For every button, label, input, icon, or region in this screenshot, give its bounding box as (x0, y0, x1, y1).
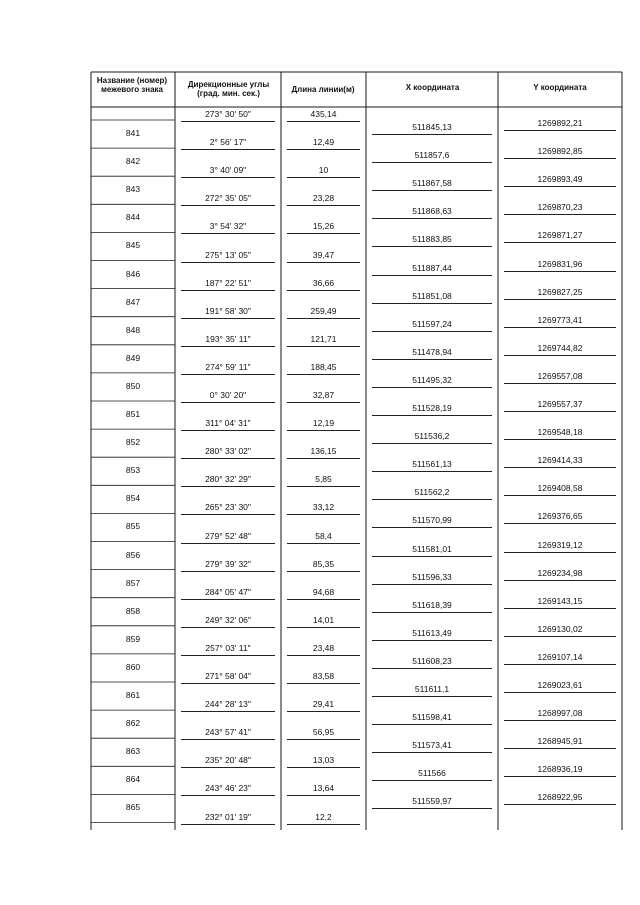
point-y: 1269870,23 (537, 202, 583, 213)
point-name: 863 (125, 746, 141, 757)
angle-underline (181, 121, 275, 122)
x-underline (372, 275, 492, 276)
point-y: 1268936,19 (537, 764, 583, 775)
header-x: X координата (405, 83, 460, 92)
point-x: 511851,08 (412, 290, 452, 301)
point-name: 856 (125, 549, 141, 560)
length-underline (287, 739, 360, 740)
point-y: 1269107,14 (537, 651, 583, 662)
point-name: 860 (125, 661, 141, 672)
y-underline (504, 523, 616, 524)
point-x: 511857,6 (414, 150, 450, 161)
point-name: 846 (125, 268, 141, 279)
point-y: 1269773,41 (537, 314, 583, 325)
segment-length: 23,48 (312, 642, 335, 653)
point-x: 511597,24 (412, 318, 452, 329)
y-underline (504, 720, 616, 721)
angle-underline (181, 824, 275, 825)
point-x: 511611,1 (414, 684, 450, 694)
point-y: 1269414,33 (537, 455, 583, 466)
point-name: 864 (125, 774, 141, 785)
angle-underline (181, 205, 275, 206)
segment-angle: 235° 20' 48" (205, 755, 251, 766)
segment-angle: 280° 33' 02" (205, 446, 251, 457)
segment-length: 15,26 (312, 221, 335, 232)
point-name: 847 (125, 296, 141, 307)
point-x: 511495,32 (412, 374, 452, 385)
length-underline (287, 711, 360, 712)
length-underline (287, 318, 360, 319)
point-y: 1269557,37 (537, 399, 583, 409)
point-x: 511566 (418, 768, 446, 779)
length-underline (287, 262, 360, 263)
point-y: 1269557,08 (537, 370, 583, 381)
y-underline (504, 580, 616, 581)
y-underline (504, 158, 616, 159)
segment-length: 435,14 (310, 109, 337, 119)
segment-angle: 193° 35' 11" (205, 333, 251, 344)
segment-angle: 280° 32' 29" (205, 474, 251, 485)
x-underline (372, 780, 492, 781)
y-underline (504, 186, 616, 187)
point-y: 1269892,85 (537, 146, 583, 157)
point-name: 841 (125, 128, 141, 138)
y-underline (504, 214, 616, 215)
length-underline (287, 177, 360, 178)
angle-underline (181, 149, 275, 150)
angle-underline (181, 683, 275, 684)
length-underline (287, 543, 360, 544)
point-name: 854 (125, 493, 141, 504)
point-x: 511573,41 (412, 740, 452, 751)
point-name: 843 (125, 184, 141, 195)
point-y: 1269319,12 (537, 539, 583, 550)
angle-underline (181, 486, 275, 487)
y-underline (504, 495, 616, 496)
y-underline (504, 608, 616, 609)
point-name: 857 (125, 577, 141, 588)
point-y: 1268922,95 (537, 792, 583, 803)
y-underline (504, 552, 616, 553)
y-underline (504, 411, 616, 412)
point-y: 1269408,58 (537, 483, 583, 494)
x-underline (372, 359, 492, 360)
x-underline (372, 471, 492, 472)
segment-length: 12,49 (312, 137, 335, 148)
point-x: 511618,39 (412, 599, 452, 610)
segment-length: 58,4 (315, 530, 332, 541)
y-underline (504, 692, 616, 693)
segment-angle: 244° 28' 13" (205, 699, 251, 710)
length-underline (287, 655, 360, 656)
length-underline (287, 599, 360, 600)
point-x: 511845,13 (412, 122, 452, 132)
point-y: 1269827,25 (537, 286, 583, 297)
angle-underline (181, 374, 275, 375)
point-y: 1269234,98 (537, 567, 583, 578)
x-underline (372, 808, 492, 809)
point-x: 511868,63 (412, 206, 452, 217)
length-underline (287, 205, 360, 206)
segment-length: 188,45 (310, 361, 337, 372)
x-underline (372, 190, 492, 191)
x-underline (372, 527, 492, 528)
segment-angle: 271° 58' 04" (205, 671, 251, 681)
segment-angle: 2° 56' 17" (209, 137, 247, 148)
length-underline (287, 514, 360, 515)
angle-underline (181, 318, 275, 319)
angle-underline (181, 599, 275, 600)
angle-underline (181, 655, 275, 656)
point-x: 511561,13 (412, 459, 452, 470)
segment-angle: 279° 52' 48" (205, 530, 251, 541)
point-name: 861 (125, 690, 141, 700)
point-x: 511528,19 (412, 403, 452, 413)
point-name: 844 (125, 212, 141, 223)
x-underline (372, 303, 492, 304)
segment-length: 13,03 (312, 755, 335, 766)
length-underline (287, 458, 360, 459)
x-underline (372, 584, 492, 585)
length-underline (287, 121, 360, 122)
segment-angle: 311° 04' 31" (205, 418, 251, 429)
segment-length: 12,2 (315, 811, 332, 822)
y-underline (504, 130, 616, 131)
angle-underline (181, 430, 275, 431)
segment-length: 32,87 (312, 390, 335, 400)
header-angle: Дирекционные углы (град. мин. сек.) (187, 80, 270, 98)
point-y: 1269871,27 (537, 230, 583, 241)
point-y: 1269023,61 (537, 680, 583, 690)
segment-length: 56,95 (312, 727, 335, 738)
segment-length: 12,19 (312, 418, 335, 429)
point-y: 1269831,96 (537, 258, 583, 269)
angle-underline (181, 233, 275, 234)
y-underline (504, 383, 616, 384)
point-name: 859 (125, 633, 141, 644)
segment-angle: 3° 54' 32" (209, 221, 247, 232)
point-y: 1269376,65 (537, 511, 583, 522)
segment-angle: 243° 46' 23" (205, 783, 251, 794)
segment-angle: 265° 23' 30" (205, 502, 251, 513)
angle-underline (181, 290, 275, 291)
x-underline (372, 752, 492, 753)
segment-angle: 3° 40' 09" (209, 165, 247, 176)
header-name: Название (номер) межевого знака (96, 76, 168, 94)
angle-underline (181, 346, 275, 347)
x-underline (372, 724, 492, 725)
point-y: 1269130,02 (537, 623, 583, 634)
y-underline (504, 299, 616, 300)
length-underline (287, 486, 360, 487)
length-underline (287, 571, 360, 572)
x-underline (372, 640, 492, 641)
x-underline (372, 218, 492, 219)
segment-length: 33,12 (312, 502, 335, 513)
angle-underline (181, 262, 275, 263)
segment-angle: 249° 32' 06" (205, 614, 251, 625)
x-underline (372, 556, 492, 557)
length-underline (287, 149, 360, 150)
segment-angle: 284° 05' 47" (205, 586, 251, 597)
point-x: 511598,41 (412, 712, 452, 723)
segment-angle: 272° 35' 05" (205, 193, 251, 204)
segment-length: 10 (318, 165, 329, 176)
point-name: 858 (125, 605, 141, 616)
point-x: 511478,94 (412, 346, 452, 357)
point-x: 511867,58 (412, 178, 452, 189)
segment-length: 83,58 (312, 671, 335, 681)
length-underline (287, 290, 360, 291)
x-underline (372, 387, 492, 388)
segment-angle: 187° 22' 51" (205, 277, 251, 288)
y-underline (504, 467, 616, 468)
x-underline (372, 162, 492, 163)
segment-length: 36,66 (312, 277, 335, 288)
angle-underline (181, 402, 275, 403)
segment-length: 39,47 (312, 249, 335, 260)
angle-underline (181, 627, 275, 628)
segment-length: 14,01 (312, 614, 335, 625)
length-underline (287, 767, 360, 768)
length-underline (287, 374, 360, 375)
point-x: 511596,33 (412, 571, 452, 582)
length-underline (287, 402, 360, 403)
point-y: 1269893,49 (537, 174, 583, 185)
length-underline (287, 683, 360, 684)
x-underline (372, 134, 492, 135)
x-underline (372, 499, 492, 500)
point-y: 1269548,18 (537, 427, 583, 438)
point-y: 1268997,08 (537, 708, 583, 719)
x-underline (372, 415, 492, 416)
header-length: Длина линии(м) (291, 85, 355, 94)
point-name: 845 (125, 240, 141, 251)
point-name: 853 (125, 465, 141, 476)
segment-length: 259,49 (310, 305, 337, 316)
x-underline (372, 443, 492, 444)
y-underline (504, 748, 616, 749)
point-name: 849 (125, 352, 141, 363)
segment-angle: 243° 57' 41" (205, 727, 251, 738)
angle-underline (181, 795, 275, 796)
angle-underline (181, 767, 275, 768)
angle-underline (181, 571, 275, 572)
segment-angle: 273° 30' 50" (205, 109, 251, 119)
angle-underline (181, 514, 275, 515)
x-underline (372, 331, 492, 332)
segment-angle: 279° 39' 32" (205, 558, 251, 569)
segment-length: 94,68 (312, 586, 335, 597)
point-name: 851 (125, 409, 141, 419)
segment-angle: 0° 30' 20" (209, 390, 247, 400)
segment-angle: 191° 58' 30" (205, 305, 251, 316)
segment-length: 121,71 (310, 333, 337, 344)
length-underline (287, 346, 360, 347)
point-x: 511559,97 (412, 796, 452, 807)
point-y: 1269892,21 (537, 118, 583, 128)
x-underline (372, 612, 492, 613)
angle-underline (181, 177, 275, 178)
y-underline (504, 776, 616, 777)
segment-angle: 257° 03' 11" (205, 642, 251, 653)
point-name: 865 (125, 802, 141, 813)
y-underline (504, 804, 616, 805)
y-underline (504, 636, 616, 637)
point-name: 842 (125, 156, 141, 167)
point-x: 511887,44 (412, 262, 452, 273)
segment-length: 5,85 (315, 474, 332, 485)
length-underline (287, 430, 360, 431)
point-x: 511562,2 (414, 487, 450, 498)
point-x: 511883,85 (412, 234, 452, 245)
y-underline (504, 439, 616, 440)
y-underline (504, 664, 616, 665)
length-underline (287, 233, 360, 234)
point-x: 511570,99 (412, 515, 452, 526)
x-underline (372, 696, 492, 697)
x-underline (372, 668, 492, 669)
point-y: 1269143,15 (537, 595, 583, 606)
y-underline (504, 242, 616, 243)
point-x: 511608,23 (412, 655, 452, 666)
point-y: 1268945,91 (537, 736, 583, 747)
segment-length: 23,28 (312, 193, 335, 204)
y-underline (504, 271, 616, 272)
header-y: Y координата (533, 83, 587, 92)
x-underline (372, 246, 492, 247)
length-underline (287, 627, 360, 628)
segment-length: 29,41 (312, 699, 335, 710)
segment-angle: 275° 13' 05" (205, 249, 251, 260)
point-name: 862 (125, 718, 141, 729)
point-x: 511613,49 (412, 627, 452, 638)
length-underline (287, 795, 360, 796)
y-underline (504, 327, 616, 328)
angle-underline (181, 739, 275, 740)
segment-length: 85,35 (312, 558, 335, 569)
point-x: 511581,01 (412, 543, 452, 554)
segment-length: 13,64 (312, 783, 335, 794)
angle-underline (181, 543, 275, 544)
angle-underline (181, 711, 275, 712)
point-name: 852 (125, 437, 141, 448)
point-name: 855 (125, 521, 141, 532)
y-underline (504, 355, 616, 356)
length-underline (287, 824, 360, 825)
point-name: 850 (125, 380, 141, 391)
segment-angle: 232° 01' 19" (205, 811, 251, 822)
segment-angle: 274° 59' 11" (205, 361, 251, 372)
point-y: 1269744,82 (537, 342, 583, 353)
segment-length: 136,15 (310, 446, 337, 457)
point-name: 848 (125, 324, 141, 335)
point-x: 511536,2 (414, 431, 450, 442)
angle-underline (181, 458, 275, 459)
